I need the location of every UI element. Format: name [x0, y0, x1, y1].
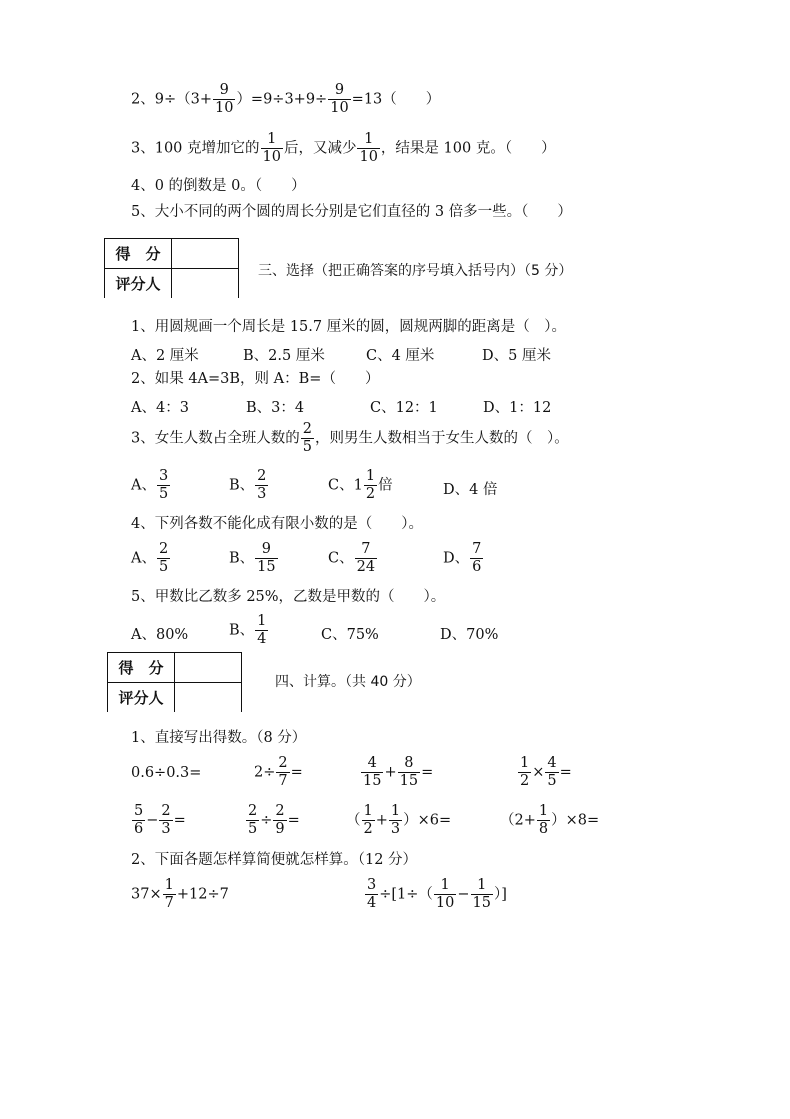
fraction: $\frac{9}{10}$	[330, 82, 349, 116]
score-box	[107, 652, 242, 712]
calc-expr-3: $\frac{4}{15}$ + $\frac{8}{15}$ =	[363, 755, 434, 789]
choice-q5: 5、甲数比乙数多 25%，乙数是甲数的（ ）。	[131, 589, 446, 605]
choice-q4: 4、下列各数不能化成有限小数的是（ ）。	[131, 516, 423, 532]
choice-q3-d: D、4 倍	[443, 482, 498, 498]
fraction: $\frac{9}{10}$	[214, 82, 234, 116]
choice-q1: 1、用圆规画一个周长是 15.7 厘米的圆，圆规两脚的距离是（ ）。	[131, 319, 566, 335]
grader-cell	[175, 683, 242, 713]
calc-expr-5: $\frac{5}{6}$ − $\frac{2}{3}$ =	[134, 803, 186, 837]
choice-q2-a: A、4：3	[131, 400, 189, 416]
choice-q4-d: D、 $\frac{7}{6}$	[443, 541, 482, 575]
section4-title: 四、计算。（共 40 分）	[275, 674, 421, 690]
choice-q4-c: C、 $\frac{7}{24}$	[328, 541, 376, 575]
calc-expr-8: （2+ $\frac{1}{8}$ ）×8=	[500, 803, 600, 837]
calc-part1-title: 1、直接写出得数。（8 分）	[131, 730, 307, 746]
choice-q3-a: A、 $\frac{3}{5}$	[131, 468, 169, 502]
judge-q4: 4、0 的倒数是 0。（ ）	[131, 178, 306, 194]
fraction: $\frac{1}{10}$	[359, 131, 378, 165]
calc-expr-2: 2÷ $\frac{2}{7}$ =	[254, 755, 303, 789]
choice-q4-a: A、 $\frac{2}{5}$	[131, 541, 169, 575]
choice-q2: 2、如果 4A=3B，则 A：B=（ ）	[131, 371, 380, 387]
choice-q3-b: B、 $\frac{2}{3}$	[229, 468, 267, 502]
judge-q3: 3、100 克增加它的 $\frac{1}{10}$ 后，又减少 $\frac{1}{10}$ ，结果是 100 克。（ ）	[131, 131, 556, 165]
calc-expr-1: 0.6÷0.3=	[131, 765, 202, 781]
choice-q5-a: A、80%	[131, 627, 189, 643]
choice-q1-d: D、5 厘米	[482, 348, 551, 364]
choice-q2-d: D、1：12	[483, 400, 552, 416]
calc2-expr-1: 37× $\frac{1}{7}$ +12÷7	[131, 877, 229, 911]
choice-q1-c: C、4 厘米	[366, 348, 435, 364]
choice-q2-c: C、12：1	[370, 400, 438, 416]
choice-q5-c: C、75%	[321, 627, 379, 643]
choice-q4-b: B、 $\frac{9}{15}$	[229, 541, 276, 575]
fraction: $\frac{1}{10}$	[262, 131, 281, 165]
score-label: 得 分	[105, 239, 172, 269]
score-label: 得 分	[108, 653, 175, 683]
calc-expr-4: $\frac{1}{2}$ × $\frac{4}{5}$ =	[520, 755, 572, 789]
choice-q1-b: B、2.5 厘米	[243, 348, 325, 364]
calc-expr-6: $\frac{2}{5}$ ÷ $\frac{2}{9}$ =	[248, 803, 300, 837]
calc2-expr-2: $\frac{3}{4}$ ÷[1÷（ $\frac{1}{10}$ − $\frac{1}{15}$ ）]	[367, 877, 507, 911]
grader-label: 评分人	[108, 683, 175, 713]
score-cell	[175, 653, 242, 683]
choice-q3: 3、女生人数占全班人数的 $\frac{2}{5}$ ，则男生人数相当于女生人数的（ ）。	[131, 421, 569, 455]
score-box	[104, 238, 239, 298]
choice-q5-b: B、 $\frac{1}{4}$	[229, 613, 267, 647]
section3-title: 三、选择（把正确答案的序号填入括号内）（5 分）	[258, 263, 573, 279]
calc-part2-title: 2、下面各题怎样算简便就怎样算。（12 分）	[131, 852, 418, 868]
choice-q2-b: B、3：4	[246, 400, 305, 416]
choice-q1-a: A、2 厘米	[131, 348, 199, 364]
choice-q3-c: C、1 $\frac{1}{2}$ 倍	[328, 468, 393, 502]
choice-q5-d: D、70%	[440, 627, 499, 643]
fraction: $\frac{2}{5}$	[302, 421, 312, 455]
calc-expr-7: （ $\frac{1}{2}$ + $\frac{1}{3}$ ）×6=	[346, 803, 452, 837]
judge-q5: 5、大小不同的两个圆的周长分别是它们直径的 3 倍多一些。（ ）	[131, 204, 572, 220]
score-cell	[172, 239, 239, 269]
grader-cell	[172, 269, 239, 299]
judge-q2: 2、9÷（3+ $\frac{9}{10}$ ）=9÷3+9÷ $\frac{9}{10}$ =13（ ）	[131, 82, 441, 116]
grader-label: 评分人	[105, 269, 172, 299]
